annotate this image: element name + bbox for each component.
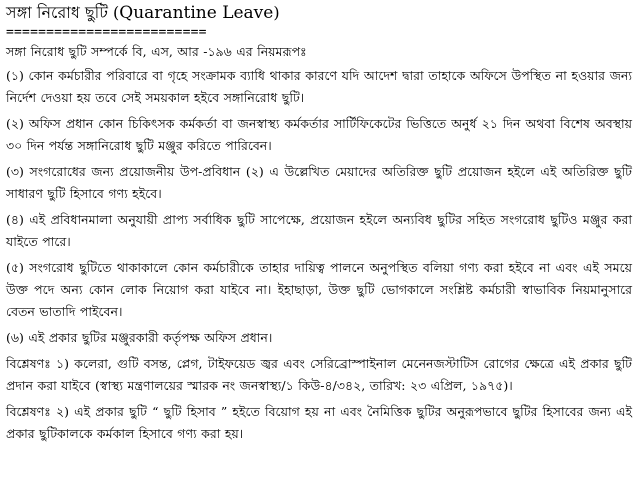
paragraph-2: (২) অফিস প্রধান কোন চিকিৎসক কর্মকর্তা বা জনস্বাস্থ্য কর্মকর্তার সার্টিফিকেটের ভিত্তিতে অনুর্ধ ২১ দিন অথবা বিশেষ অবস্থায় ৩০ দিন পর্যন্ত সঙ্গানিরোধ ছুটি মঞ্জুর করিতে পারিবেন। xyxy=(6,116,632,153)
document-title xyxy=(6,2,632,24)
paragraph-1: (১) কোন কর্মচারীর পরিবারে বা গৃহে সংক্রামক ব্যাধি থাকার কারণে যদি আদেশ দ্বারা তাহাকে অফিসে উপস্থিত না হওয়ার জন্য নির্দেশ দেওয়া হয় তবে সেই সময়কাল হইবে সঙ্গানিরোধ ছুটি। xyxy=(6,68,632,105)
title-underline-rule: ========================= xyxy=(6,25,207,40)
title-english: Quarantine Leave xyxy=(119,3,274,23)
analysis-2: বিশ্লেষণঃ ২) এই প্রকার ছুটি “ ছুটি হিসাব ” হইতে বিয়োগ হয় না এবং নৈমিত্তিক ছুটির অনুরূপভাবে ছুটির হিসাবের জন্য এই প্রকার ছুটিকালকে কর্মকাল হিসাবে গণ্য করা হয়। xyxy=(6,404,632,441)
title-close: ) xyxy=(273,3,280,22)
intro-line: সঙ্গা নিরোধ ছুটি সম্পর্কে বি, এস, আর -১৯৬ এর নিয়মরূপঃ xyxy=(6,44,307,59)
title-bengali: সঙ্গা নিরোধ ছুটি ( xyxy=(6,3,120,22)
paragraph-5: (৫) সংগরোধ ছুটিতে থাকাকালে কোন কর্মচারীকে তাহার দায়িত্ব পালনে অনুপস্থিত বলিয়া গণ্য করা হইবে না এবং এই সময়ে উক্ত পদে অন্য কোন লোক নিয়োগ করা যাইবে না। ইহাছাড়া, উক্ত ছুটি ভোগকালে সংশ্লিষ্ট কর্মচারী স্বাভাবিক নিয়মানুসারে বেতন ভাতাদি পাইবেন। xyxy=(6,260,632,319)
paragraph-3: (৩) সংগরোধের জন্য প্রয়োজনীয় উপ-প্রবিধান (২) এ উল্লেখিত মেয়াদের অতিরিক্ত ছুটি প্রয়োজন হইলে এই অতিরিক্ত ছুটি সাধারণ ছুটি হিসাবে গণ্য হইবে। xyxy=(6,164,632,201)
analysis-1: বিশ্লেষণঃ ১) কলেরা, গুটি বসন্ত, প্লেগ, টাইফয়েড জ্বর এবং সেরিব্রোস্পাইনাল মেনেনজস্টাটিস রোগের ক্ষেত্রে এই প্রকার ছুটি প্রদান করা যাইবে (স্বাস্থ্য মন্ত্রণালয়ের স্মারক নং জনস্বাস্থ্য/১ কিউ-৪/৩৪২, তারিখ: ২৩ এপ্রিল, ১৯৭৫)। xyxy=(6,356,632,393)
paragraph-4: (৪) এই প্রবিধানমালা অনুযায়ী প্রাপ্য সর্বাধিক ছুটি সাপেক্ষে, প্রয়োজন হইলে অন্যবিধ ছুটির সহিত সংগরোধ ছুটিও মঞ্জুর করা যাইতে পারে। xyxy=(6,212,632,249)
paragraph-6: (৬) এই প্রকার ছুটির মঞ্জুরকারী কর্তৃপক্ষ অফিস প্রধান। xyxy=(6,330,273,345)
document-page xyxy=(6,2,632,449)
